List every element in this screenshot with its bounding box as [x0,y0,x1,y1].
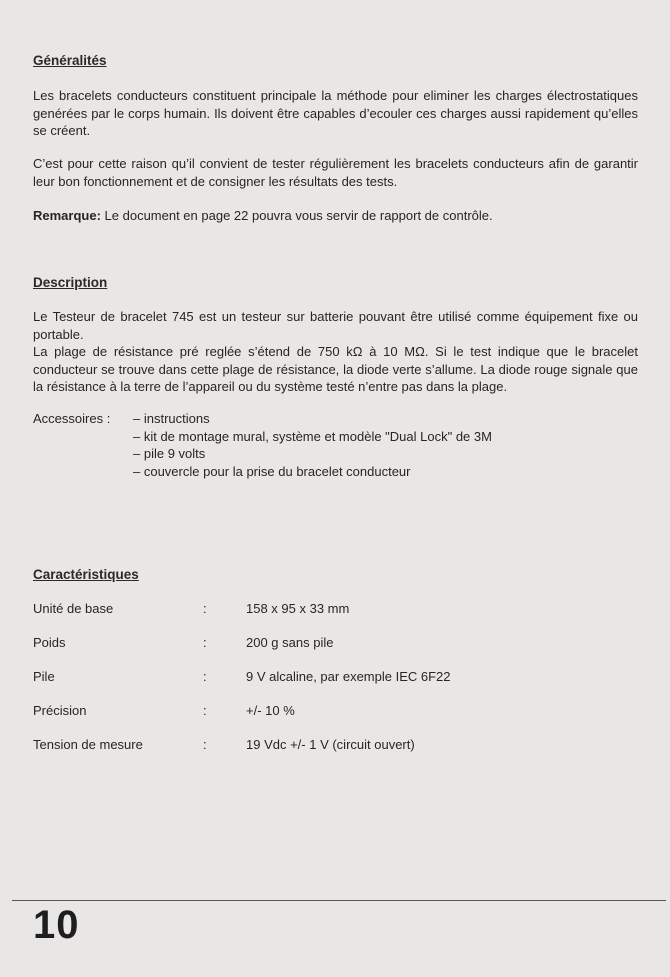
spec-separator: : [203,601,207,616]
description-paragraph-2: La plage de résistance pré reglée s’étend de 750 kΩ à 10 MΩ. Si le test indique que le bracelet conducteur se trouve dans cette plage de résistance, la diode verte s’allume. La diode rouge signale que la résistance à la terre de l’appareil ou du système testé n’entre pas dans la plage. [33,344,638,394]
accessory-item: – pile 9 volts [133,445,492,463]
section-heading-generalites: Généralités [33,53,107,68]
footer-divider [12,900,666,901]
spec-value: 19 Vdc +/- 1 V (circuit ouvert) [246,737,415,752]
spec-value: 158 x 95 x 33 mm [246,601,350,616]
spec-separator: : [203,703,207,718]
accessories-label: Accessoires : [33,411,111,426]
spec-value: 9 V alcaline, par exemple IEC 6F22 [246,669,451,684]
accessory-item: – instructions [133,410,492,428]
spec-row [33,703,638,721]
spec-row [33,669,638,687]
spec-row [33,601,638,619]
description-paragraph-1: Le Testeur de bracelet 745 est un testeur sur batterie pouvant être utilisé comme équipement fixe ou portable. [33,309,638,342]
spec-separator: : [203,737,207,752]
section-heading-description: Description [33,275,108,290]
spec-row [33,635,638,653]
spec-separator: : [203,669,207,684]
spec-key: Pile [33,669,55,684]
spec-key: Tension de mesure [33,737,143,752]
spec-key: Poids [33,635,66,650]
spec-separator: : [203,635,207,650]
spec-key: Unité de base [33,601,114,616]
spec-key: Précision [33,703,87,718]
spec-row [33,737,638,755]
remark-label: Remarque: [33,208,101,223]
remark-paragraph [33,207,638,225]
generalites-paragraph-1: Les bracelets conducteurs constituent principale la méthode pour eliminer les charges électrostatiques genérées par le corps humain. Ils doivent être capables d’ecouler ces charges aussi rapidement qu’elles se créent. [33,88,638,138]
accessory-item: – couvercle pour la prise du bracelet conducteur [133,463,492,481]
remark-text: Le document en page 22 pouvra vous servir de rapport de contrôle. [100,208,493,223]
accessories-list [133,410,492,480]
page-number: 10 [33,903,80,947]
generalites-paragraph-2: C’est pour cette raison qu’il convient de tester régulièrement les bracelets conducteurs afin de garantir leur bon fonctionnement et de consigner les résultats des tests. [33,156,638,189]
spec-value: 200 g sans pile [246,635,334,650]
spec-value: +/- 10 % [246,703,295,718]
accessory-item: – kit de montage mural, système et modèle "Dual Lock" de 3M [133,428,492,446]
section-heading-caracteristiques: Caractéristiques [33,567,139,582]
